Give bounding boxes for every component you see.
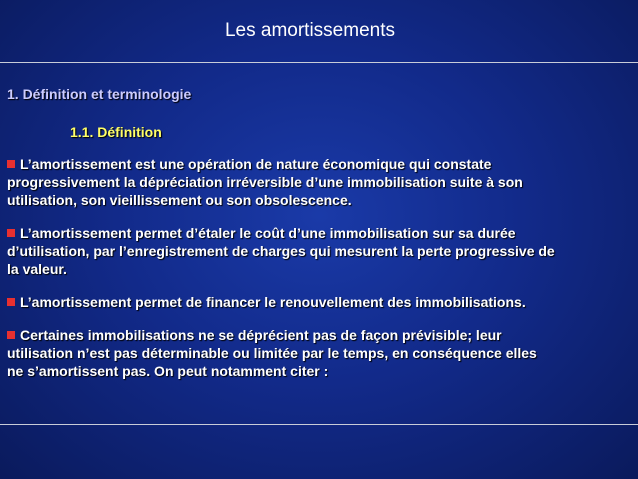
square-bullet-icon	[7, 229, 15, 237]
square-bullet-icon	[7, 331, 15, 339]
top-divider	[0, 62, 638, 63]
paragraph-4	[7, 326, 633, 380]
body-text	[7, 155, 633, 395]
paragraph-1	[7, 155, 633, 209]
paragraph-2-line-3: la valeur.	[7, 261, 67, 277]
square-bullet-icon	[7, 160, 15, 168]
paragraph-1-line-3: utilisation, son vieillissement ou son obsolescence.	[7, 192, 352, 208]
paragraph-3-line-1: L’amortissement permet de financer le renouvellement des immobilisations.	[20, 294, 526, 310]
slide-title: Les amortissements	[224, 20, 395, 41]
paragraph-4-line-1: Certaines immobilisations ne se déprécient pas de façon prévisible; leur	[20, 327, 502, 343]
paragraph-2	[7, 224, 633, 278]
paragraph-1-line-1: L’amortissement est une opération de nature économique qui constate	[20, 156, 492, 172]
bottom-divider	[0, 424, 638, 425]
paragraph-1-line-2: progressivement la dépréciation irréversible d’une immobilisation suite à son	[7, 174, 523, 190]
section-heading: 1. Définition et terminologie	[7, 86, 192, 102]
paragraph-2-line-2: d’utilisation, par l’enregistrement de charges qui mesurent la perte progressive de	[7, 243, 555, 259]
paragraph-2-line-1: L’amortissement permet d’étaler le coût d’une immobilisation sur sa durée	[20, 225, 516, 241]
paragraph-4-line-2: utilisation n’est pas déterminable ou limitée par le temps, en conséquence elles	[7, 345, 537, 361]
paragraph-4-line-3: ne s’amortissent pas. On peut notamment citer :	[7, 363, 329, 379]
paragraph-3	[7, 293, 633, 311]
square-bullet-icon	[7, 298, 15, 306]
subsection-heading: 1.1. Définition	[70, 124, 162, 140]
